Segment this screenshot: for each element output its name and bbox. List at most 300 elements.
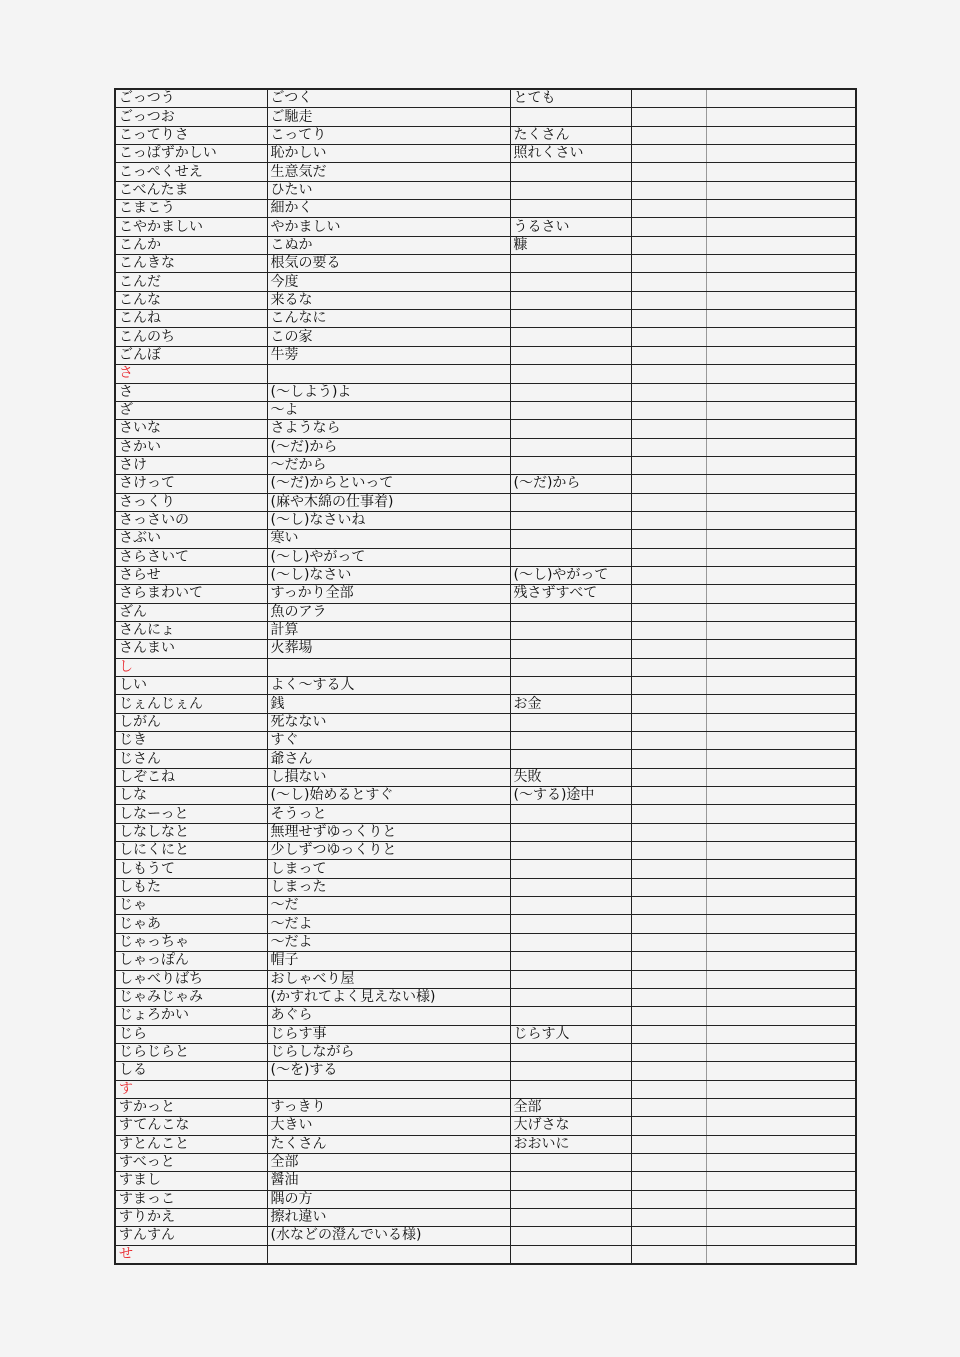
note-cell	[510, 658, 631, 676]
empty-cell	[631, 1172, 706, 1190]
empty-cell	[631, 1227, 706, 1245]
empty-cell	[631, 1062, 706, 1080]
empty-cell	[631, 603, 706, 621]
table-row	[115, 530, 856, 548]
meaning-cell: 今度	[267, 273, 510, 291]
empty-cell	[706, 181, 856, 199]
note-cell	[510, 750, 631, 768]
dialect-cell: じさん	[115, 750, 267, 768]
table-row	[115, 952, 856, 970]
empty-cell	[706, 1227, 856, 1245]
empty-cell	[706, 713, 856, 731]
dialect-cell: こんだ	[115, 273, 267, 291]
meaning-cell: (～し)なさい	[267, 566, 510, 584]
table-row	[115, 236, 856, 254]
empty-cell	[631, 1025, 706, 1043]
empty-cell	[631, 787, 706, 805]
table-row	[115, 897, 856, 915]
note-cell	[510, 933, 631, 951]
table-row	[115, 346, 856, 364]
meaning-cell: (～し)なさいね	[267, 511, 510, 529]
empty-cell	[631, 1135, 706, 1153]
empty-cell	[706, 677, 856, 695]
table-row	[115, 1153, 856, 1171]
meaning-cell: よく～する人	[267, 677, 510, 695]
empty-cell	[631, 732, 706, 750]
dialect-cell: さんにょ	[115, 621, 267, 639]
note-cell: 大げさな	[510, 1117, 631, 1135]
empty-cell	[631, 621, 706, 639]
empty-cell	[706, 878, 856, 896]
dialect-cell: ごっつう	[115, 89, 267, 108]
dialect-cell: す	[115, 1080, 267, 1098]
table-row	[115, 310, 856, 328]
dialect-cell: こってりさ	[115, 126, 267, 144]
dialect-cell: すべっと	[115, 1153, 267, 1171]
empty-cell	[631, 933, 706, 951]
meaning-cell: たくさん	[267, 1135, 510, 1153]
note-cell	[510, 915, 631, 933]
note-cell	[510, 970, 631, 988]
dialect-cell: しなしなと	[115, 823, 267, 841]
meaning-cell: (～しよう)よ	[267, 383, 510, 401]
empty-cell	[631, 750, 706, 768]
note-cell	[510, 640, 631, 658]
meaning-cell: ご馳走	[267, 108, 510, 126]
empty-cell	[706, 218, 856, 236]
dialect-cell: しい	[115, 677, 267, 695]
empty-cell	[631, 1245, 706, 1264]
empty-cell	[706, 163, 856, 181]
dialect-cell: ごんぼ	[115, 346, 267, 364]
table-row	[115, 181, 856, 199]
empty-cell	[631, 310, 706, 328]
dialect-cell: ごっつお	[115, 108, 267, 126]
meaning-cell: 醤油	[267, 1172, 510, 1190]
table-row	[115, 1098, 856, 1116]
note-cell	[510, 181, 631, 199]
meaning-cell: 来るな	[267, 291, 510, 309]
note-cell	[510, 621, 631, 639]
meaning-cell	[267, 1080, 510, 1098]
note-cell	[510, 1190, 631, 1208]
empty-cell	[706, 200, 856, 218]
empty-cell	[706, 897, 856, 915]
meaning-cell: すっきり	[267, 1098, 510, 1116]
empty-cell	[706, 732, 856, 750]
meaning-cell: 牛蒡	[267, 346, 510, 364]
dialect-cell: こんきな	[115, 255, 267, 273]
empty-cell	[706, 401, 856, 419]
section-header-row	[115, 658, 856, 676]
meaning-cell: しまって	[267, 860, 510, 878]
empty-cell	[631, 291, 706, 309]
note-cell	[510, 1245, 631, 1264]
section-header-row	[115, 365, 856, 383]
dialect-cell: じき	[115, 732, 267, 750]
table-row	[115, 787, 856, 805]
empty-cell	[631, 768, 706, 786]
table-row	[115, 273, 856, 291]
dialect-cell: しな	[115, 787, 267, 805]
empty-cell	[706, 126, 856, 144]
note-cell	[510, 365, 631, 383]
empty-cell	[706, 768, 856, 786]
table-row	[115, 878, 856, 896]
dialect-cell: さ	[115, 365, 267, 383]
note-cell	[510, 1007, 631, 1025]
note-cell: 残さずすべて	[510, 585, 631, 603]
dialect-cell: さかい	[115, 438, 267, 456]
table-row	[115, 677, 856, 695]
note-cell	[510, 732, 631, 750]
empty-cell	[706, 255, 856, 273]
empty-cell	[706, 933, 856, 951]
meaning-cell: こってり	[267, 126, 510, 144]
dialect-cell: さっくり	[115, 493, 267, 511]
empty-cell	[631, 860, 706, 878]
section-header-row	[115, 1245, 856, 1264]
dialect-cell: しゃっぽん	[115, 952, 267, 970]
meaning-cell: (かすれてよく見えない様)	[267, 988, 510, 1006]
note-cell	[510, 1153, 631, 1171]
empty-cell	[631, 236, 706, 254]
dialect-cell: こっぺくせえ	[115, 163, 267, 181]
note-cell	[510, 328, 631, 346]
note-cell: おおいに	[510, 1135, 631, 1153]
table-row	[115, 89, 856, 108]
meaning-cell: (～し)やがって	[267, 548, 510, 566]
empty-cell	[706, 640, 856, 658]
table-row	[115, 695, 856, 713]
note-cell: 糠	[510, 236, 631, 254]
table-row	[115, 1117, 856, 1135]
table-row	[115, 493, 856, 511]
table-row	[115, 640, 856, 658]
empty-cell	[706, 1007, 856, 1025]
dialect-cell: すまし	[115, 1172, 267, 1190]
meaning-cell: じらす事	[267, 1025, 510, 1043]
empty-cell	[631, 126, 706, 144]
meaning-cell	[267, 365, 510, 383]
note-cell	[510, 1043, 631, 1061]
empty-cell	[706, 456, 856, 474]
meaning-cell: ～よ	[267, 401, 510, 419]
empty-cell	[706, 346, 856, 364]
dialect-cell: しぞこね	[115, 768, 267, 786]
empty-cell	[631, 585, 706, 603]
meaning-cell: ～だよ	[267, 933, 510, 951]
empty-cell	[631, 401, 706, 419]
meaning-cell: (～し)始めるとすぐ	[267, 787, 510, 805]
dialect-cell: ざ	[115, 401, 267, 419]
table-row	[115, 823, 856, 841]
note-cell	[510, 493, 631, 511]
dialect-cell: さぶい	[115, 530, 267, 548]
note-cell: たくさん	[510, 126, 631, 144]
table-row	[115, 108, 856, 126]
empty-cell	[706, 1190, 856, 1208]
dialect-cell: さらさいて	[115, 548, 267, 566]
dialect-cell: さけ	[115, 456, 267, 474]
dialect-cell: さいな	[115, 420, 267, 438]
empty-cell	[631, 1153, 706, 1171]
note-cell	[510, 1080, 631, 1098]
meaning-cell: 少しずつゆっくりと	[267, 842, 510, 860]
table-row	[115, 475, 856, 493]
empty-cell	[706, 1025, 856, 1043]
empty-cell	[706, 970, 856, 988]
meaning-cell: 計算	[267, 621, 510, 639]
table-row	[115, 1208, 856, 1226]
meaning-cell: 擦れ違い	[267, 1208, 510, 1226]
empty-cell	[631, 89, 706, 108]
note-cell: じらす人	[510, 1025, 631, 1043]
dialect-cell: さらせ	[115, 566, 267, 584]
table-row	[115, 438, 856, 456]
table-row	[115, 566, 856, 584]
meaning-cell: 魚のアラ	[267, 603, 510, 621]
empty-cell	[706, 566, 856, 584]
table-row	[115, 1043, 856, 1061]
table-row	[115, 126, 856, 144]
note-cell	[510, 291, 631, 309]
note-cell	[510, 842, 631, 860]
table-row	[115, 732, 856, 750]
empty-cell	[706, 1098, 856, 1116]
dialect-cell: こんか	[115, 236, 267, 254]
meaning-cell: やかましい	[267, 218, 510, 236]
note-cell	[510, 1208, 631, 1226]
meaning-cell: し損ない	[267, 768, 510, 786]
note-cell	[510, 860, 631, 878]
note-cell: 照れくさい	[510, 145, 631, 163]
empty-cell	[631, 328, 706, 346]
empty-cell	[706, 383, 856, 401]
dialect-cell: さらまわいて	[115, 585, 267, 603]
empty-cell	[706, 658, 856, 676]
table-row	[115, 933, 856, 951]
empty-cell	[631, 658, 706, 676]
note-cell	[510, 383, 631, 401]
empty-cell	[631, 365, 706, 383]
empty-cell	[631, 145, 706, 163]
meaning-cell: そうっと	[267, 805, 510, 823]
dialect-cell: しがん	[115, 713, 267, 731]
note-cell	[510, 1172, 631, 1190]
table-row	[115, 915, 856, 933]
dialect-cell: さっさいの	[115, 511, 267, 529]
note-cell: 全部	[510, 1098, 631, 1116]
meaning-cell: しまった	[267, 878, 510, 896]
note-cell: うるさい	[510, 218, 631, 236]
note-cell	[510, 805, 631, 823]
empty-cell	[706, 365, 856, 383]
dialect-cell: こやかましい	[115, 218, 267, 236]
meaning-cell: こんなに	[267, 310, 510, 328]
empty-cell	[706, 420, 856, 438]
empty-cell	[706, 1245, 856, 1264]
meaning-cell: 火葬場	[267, 640, 510, 658]
dialect-cell: こっぱずかしい	[115, 145, 267, 163]
meaning-cell: 銭	[267, 695, 510, 713]
empty-cell	[631, 255, 706, 273]
dialect-cell: さけって	[115, 475, 267, 493]
meaning-cell: すぐ	[267, 732, 510, 750]
note-cell	[510, 200, 631, 218]
dialect-cell: じょろかい	[115, 1007, 267, 1025]
meaning-cell: おしゃべり屋	[267, 970, 510, 988]
table-row	[115, 291, 856, 309]
dialect-cell: すてんこな	[115, 1117, 267, 1135]
note-cell	[510, 108, 631, 126]
empty-cell	[706, 493, 856, 511]
table-row	[115, 621, 856, 639]
empty-cell	[631, 181, 706, 199]
empty-cell	[706, 475, 856, 493]
meaning-cell: ～だよ	[267, 915, 510, 933]
table-row	[115, 970, 856, 988]
meaning-cell: ～だから	[267, 456, 510, 474]
empty-cell	[631, 915, 706, 933]
dialect-cell: すんすん	[115, 1227, 267, 1245]
empty-cell	[706, 310, 856, 328]
empty-cell	[631, 878, 706, 896]
meaning-cell: (～だ)から	[267, 438, 510, 456]
dialect-cell: すとんこと	[115, 1135, 267, 1153]
note-cell	[510, 511, 631, 529]
empty-cell	[706, 89, 856, 108]
note-cell	[510, 255, 631, 273]
empty-cell	[706, 823, 856, 841]
dialect-cell: しもうて	[115, 860, 267, 878]
note-cell	[510, 346, 631, 364]
empty-cell	[631, 548, 706, 566]
meaning-cell: 生意気だ	[267, 163, 510, 181]
table-row	[115, 988, 856, 1006]
empty-cell	[706, 988, 856, 1006]
note-cell	[510, 952, 631, 970]
empty-cell	[631, 970, 706, 988]
empty-cell	[631, 530, 706, 548]
dialect-cell: じゃっちゃ	[115, 933, 267, 951]
empty-cell	[706, 1153, 856, 1171]
empty-cell	[706, 621, 856, 639]
meaning-cell: (麻や木綿の仕事着)	[267, 493, 510, 511]
meaning-cell: ひたい	[267, 181, 510, 199]
table-row	[115, 145, 856, 163]
note-cell	[510, 897, 631, 915]
empty-cell	[631, 163, 706, 181]
empty-cell	[631, 1190, 706, 1208]
empty-cell	[631, 695, 706, 713]
dialect-cell: し	[115, 658, 267, 676]
note-cell	[510, 823, 631, 841]
empty-cell	[631, 1208, 706, 1226]
table-row	[115, 860, 856, 878]
note-cell: 失敗	[510, 768, 631, 786]
dialect-cell: じゃ	[115, 897, 267, 915]
meaning-cell: こぬか	[267, 236, 510, 254]
meaning-cell: あぐら	[267, 1007, 510, 1025]
meaning-cell: 無理せずゆっくりと	[267, 823, 510, 841]
table-row	[115, 1172, 856, 1190]
note-cell: とても	[510, 89, 631, 108]
empty-cell	[706, 1135, 856, 1153]
dialect-cell: しゃべりばち	[115, 970, 267, 988]
dialect-cell: こまこう	[115, 200, 267, 218]
note-cell	[510, 401, 631, 419]
empty-cell	[631, 566, 706, 584]
dialect-cell: こべんたま	[115, 181, 267, 199]
meaning-cell: (水などの澄んでいる様)	[267, 1227, 510, 1245]
note-cell	[510, 163, 631, 181]
empty-cell	[631, 200, 706, 218]
empty-cell	[631, 677, 706, 695]
table-row	[115, 713, 856, 731]
table-row	[115, 255, 856, 273]
empty-cell	[706, 695, 856, 713]
meaning-cell: 恥かしい	[267, 145, 510, 163]
table-row	[115, 511, 856, 529]
empty-cell	[706, 273, 856, 291]
empty-cell	[631, 1043, 706, 1061]
empty-cell	[631, 420, 706, 438]
empty-cell	[706, 511, 856, 529]
dialect-cell: さ	[115, 383, 267, 401]
table-row	[115, 1007, 856, 1025]
empty-cell	[706, 915, 856, 933]
table-row	[115, 218, 856, 236]
note-cell	[510, 456, 631, 474]
empty-cell	[631, 952, 706, 970]
meaning-cell	[267, 1245, 510, 1264]
empty-cell	[631, 438, 706, 456]
note-cell	[510, 530, 631, 548]
table-row	[115, 1135, 856, 1153]
table-row	[115, 1227, 856, 1245]
meaning-cell: 大きい	[267, 1117, 510, 1135]
dialect-cell: すかっと	[115, 1098, 267, 1116]
dialect-cell: しもた	[115, 878, 267, 896]
empty-cell	[631, 897, 706, 915]
dialect-cell: しなーっと	[115, 805, 267, 823]
empty-cell	[706, 860, 856, 878]
meaning-cell	[267, 658, 510, 676]
empty-cell	[631, 988, 706, 1006]
dialect-cell: しにくにと	[115, 842, 267, 860]
empty-cell	[631, 108, 706, 126]
note-cell	[510, 420, 631, 438]
note-cell	[510, 438, 631, 456]
empty-cell	[631, 640, 706, 658]
dialect-cell: さんまい	[115, 640, 267, 658]
empty-cell	[706, 530, 856, 548]
empty-cell	[631, 383, 706, 401]
meaning-cell: この家	[267, 328, 510, 346]
empty-cell	[631, 1080, 706, 1098]
note-cell: お金	[510, 695, 631, 713]
empty-cell	[631, 273, 706, 291]
note-cell: (～する)途中	[510, 787, 631, 805]
empty-cell	[631, 1117, 706, 1135]
empty-cell	[706, 328, 856, 346]
note-cell	[510, 273, 631, 291]
empty-cell	[706, 952, 856, 970]
empty-cell	[706, 1117, 856, 1135]
dialect-cell: じゃあ	[115, 915, 267, 933]
dialect-cell: せ	[115, 1245, 267, 1264]
